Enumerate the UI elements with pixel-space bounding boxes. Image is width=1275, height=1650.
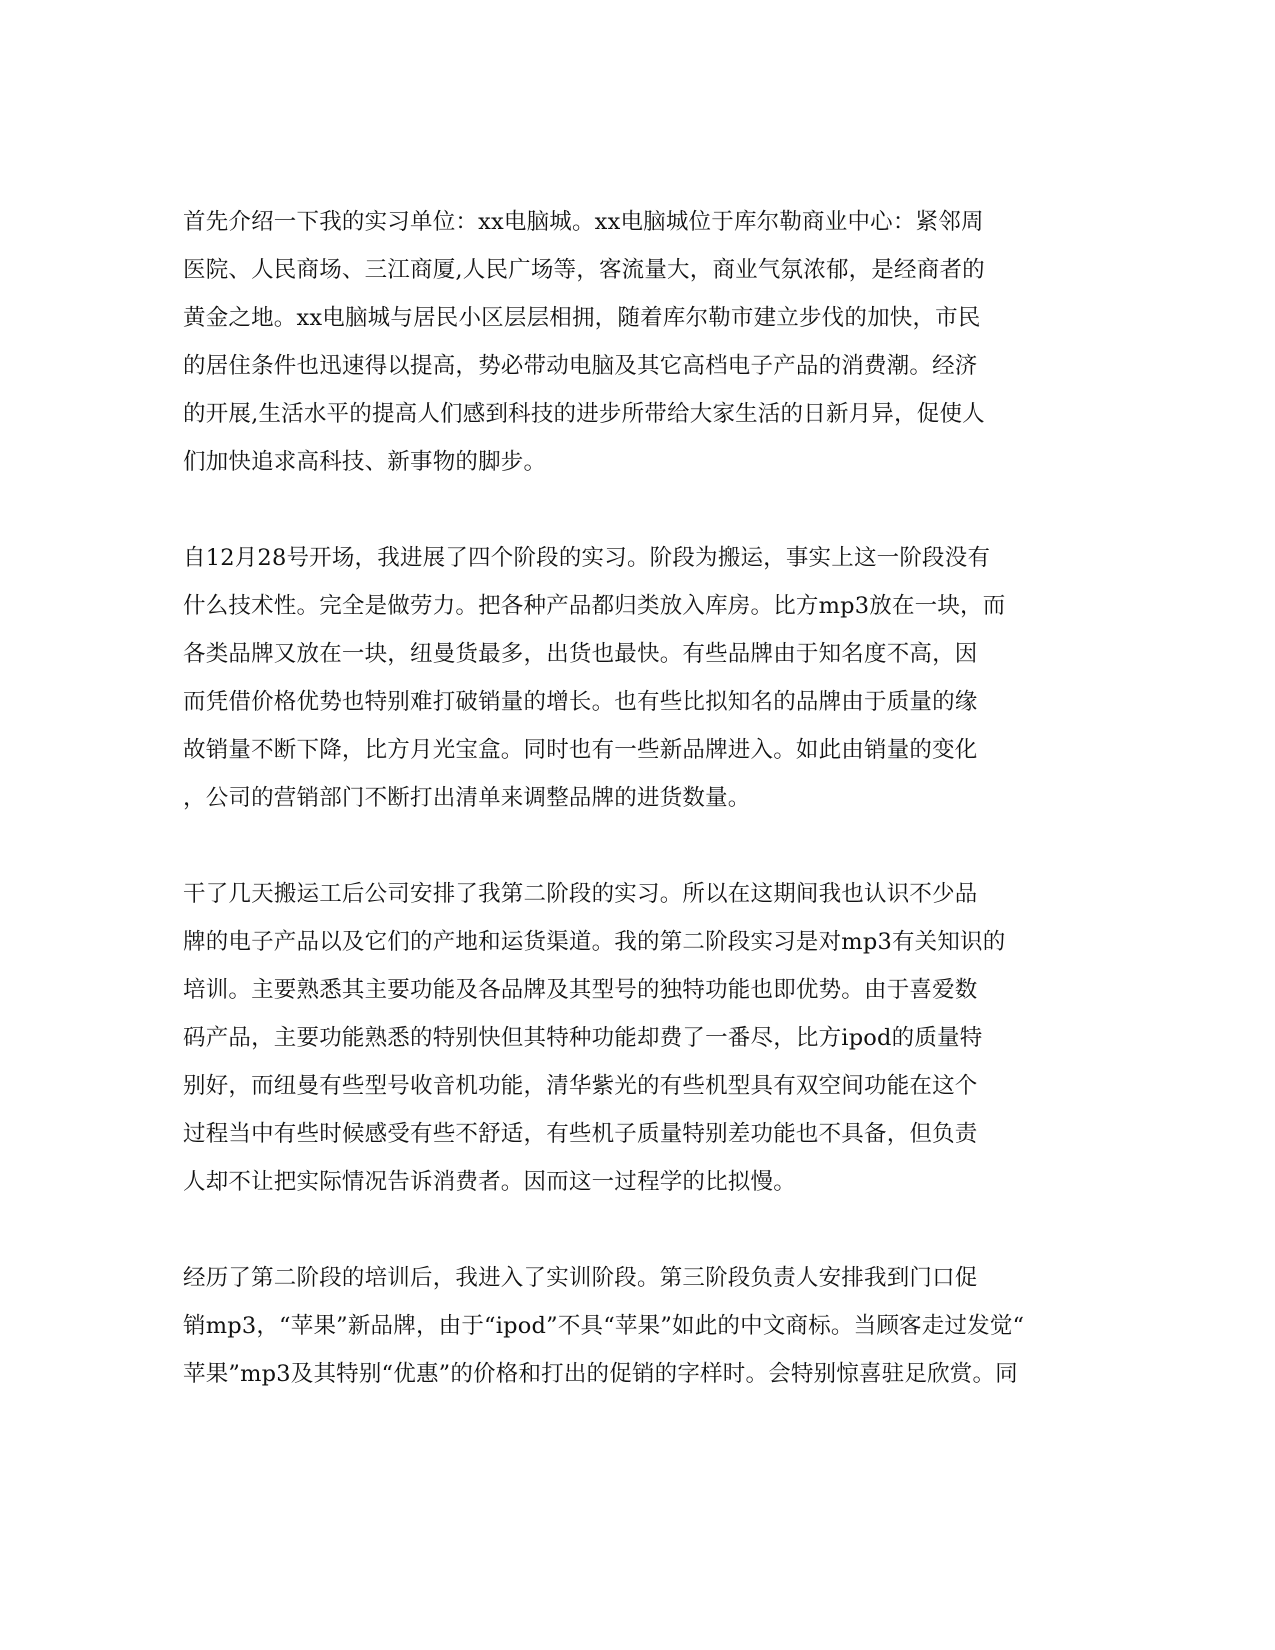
text-line: 们加快追求高科技、新事物的脚步。 [183, 449, 547, 475]
text-line: 销mp3，“苹果”新品牌，由于“ipod”不具“苹果”如此的中文商标。当顾客走过发觉“ [183, 1313, 1025, 1339]
text-line: 自12月28号开场，我进展了四个阶段的实习。阶段为搬运，事实上这一阶段没有 [183, 545, 991, 571]
text-line: 别好，而纽曼有些型号收音机功能，清华紫光的有些机型具有双空间功能在这个 [183, 1073, 978, 1099]
text-line: 经历了第二阶段的培训后，我进入了实训阶段。第三阶段负责人安排我到门口促 [183, 1265, 978, 1291]
text-line: 黄金之地。xx电脑城与居民小区层层相拥，随着库尔勒市建立步伐的加快，市民 [183, 305, 981, 331]
text-line: 过程当中有些时候感受有些不舒适，有些机子质量特别差功能也不具备，但负责 [183, 1121, 978, 1147]
paragraph-internship-unit [183, 198, 1063, 486]
text-line: 首先介绍一下我的实习单位：xx电脑城。xx电脑城位于库尔勒商业中心：紧邻周 [183, 209, 984, 235]
text-line: 培训。主要熟悉其主要功能及各品牌及其型号的独特功能也即优势。由于喜爱数 [183, 977, 978, 1003]
text-line: 故销量不断下降，比方月光宝盒。同时也有一些新品牌进入。如此由销量的变化 [183, 737, 978, 763]
text-line: 码产品，主要功能熟悉的特别快但其特种功能却费了一番尽，比方ipod的质量特 [183, 1025, 983, 1051]
text-line: 各类品牌又放在一块，纽曼货最多，出货也最快。有些品牌由于知名度不高，因 [183, 641, 978, 667]
text-line: 牌的电子产品以及它们的产地和运货渠道。我的第二阶段实习是对mp3有关知识的 [183, 929, 1006, 955]
text-line: 而凭借价格优势也特别难打破销量的增长。也有些比拟知名的品牌由于质量的缘 [183, 689, 978, 715]
document-body [183, 198, 1063, 1446]
text-line: ，公司的营销部门不断打出清单来调整品牌的进货数量。 [183, 785, 751, 811]
text-line: 的居住条件也迅速得以提高，势必带动电脑及其它高档电子产品的消费潮。经济 [183, 353, 978, 379]
text-line: 的开展,生活水平的提高人们感到科技的进步所带给大家生活的日新月异，促使人 [183, 401, 985, 427]
text-line: 苹果”mp3及其特别“优惠”的价格和打出的促销的字样时。会特别惊喜驻足欣赏。同 [183, 1361, 1018, 1387]
text-line: 人却不让把实际情况告诉消费者。因而这一过程学的比拟慢。 [183, 1169, 796, 1195]
text-line: 干了几天搬运工后公司安排了我第二阶段的实习。所以在这期间我也认识不少品 [183, 881, 978, 907]
text-line: 医院、人民商场、三江商厦,人民广场等，客流量大，商业气氛浓郁，是经商者的 [183, 257, 985, 283]
text-line: 什么技术性。完全是做劳力。把各种产品都归类放入库房。比方mp3放在一块，而 [183, 593, 1006, 619]
paragraph-second-stage [183, 870, 1063, 1206]
paragraph-first-stage [183, 534, 1063, 822]
paragraph-third-stage [183, 1254, 1063, 1398]
